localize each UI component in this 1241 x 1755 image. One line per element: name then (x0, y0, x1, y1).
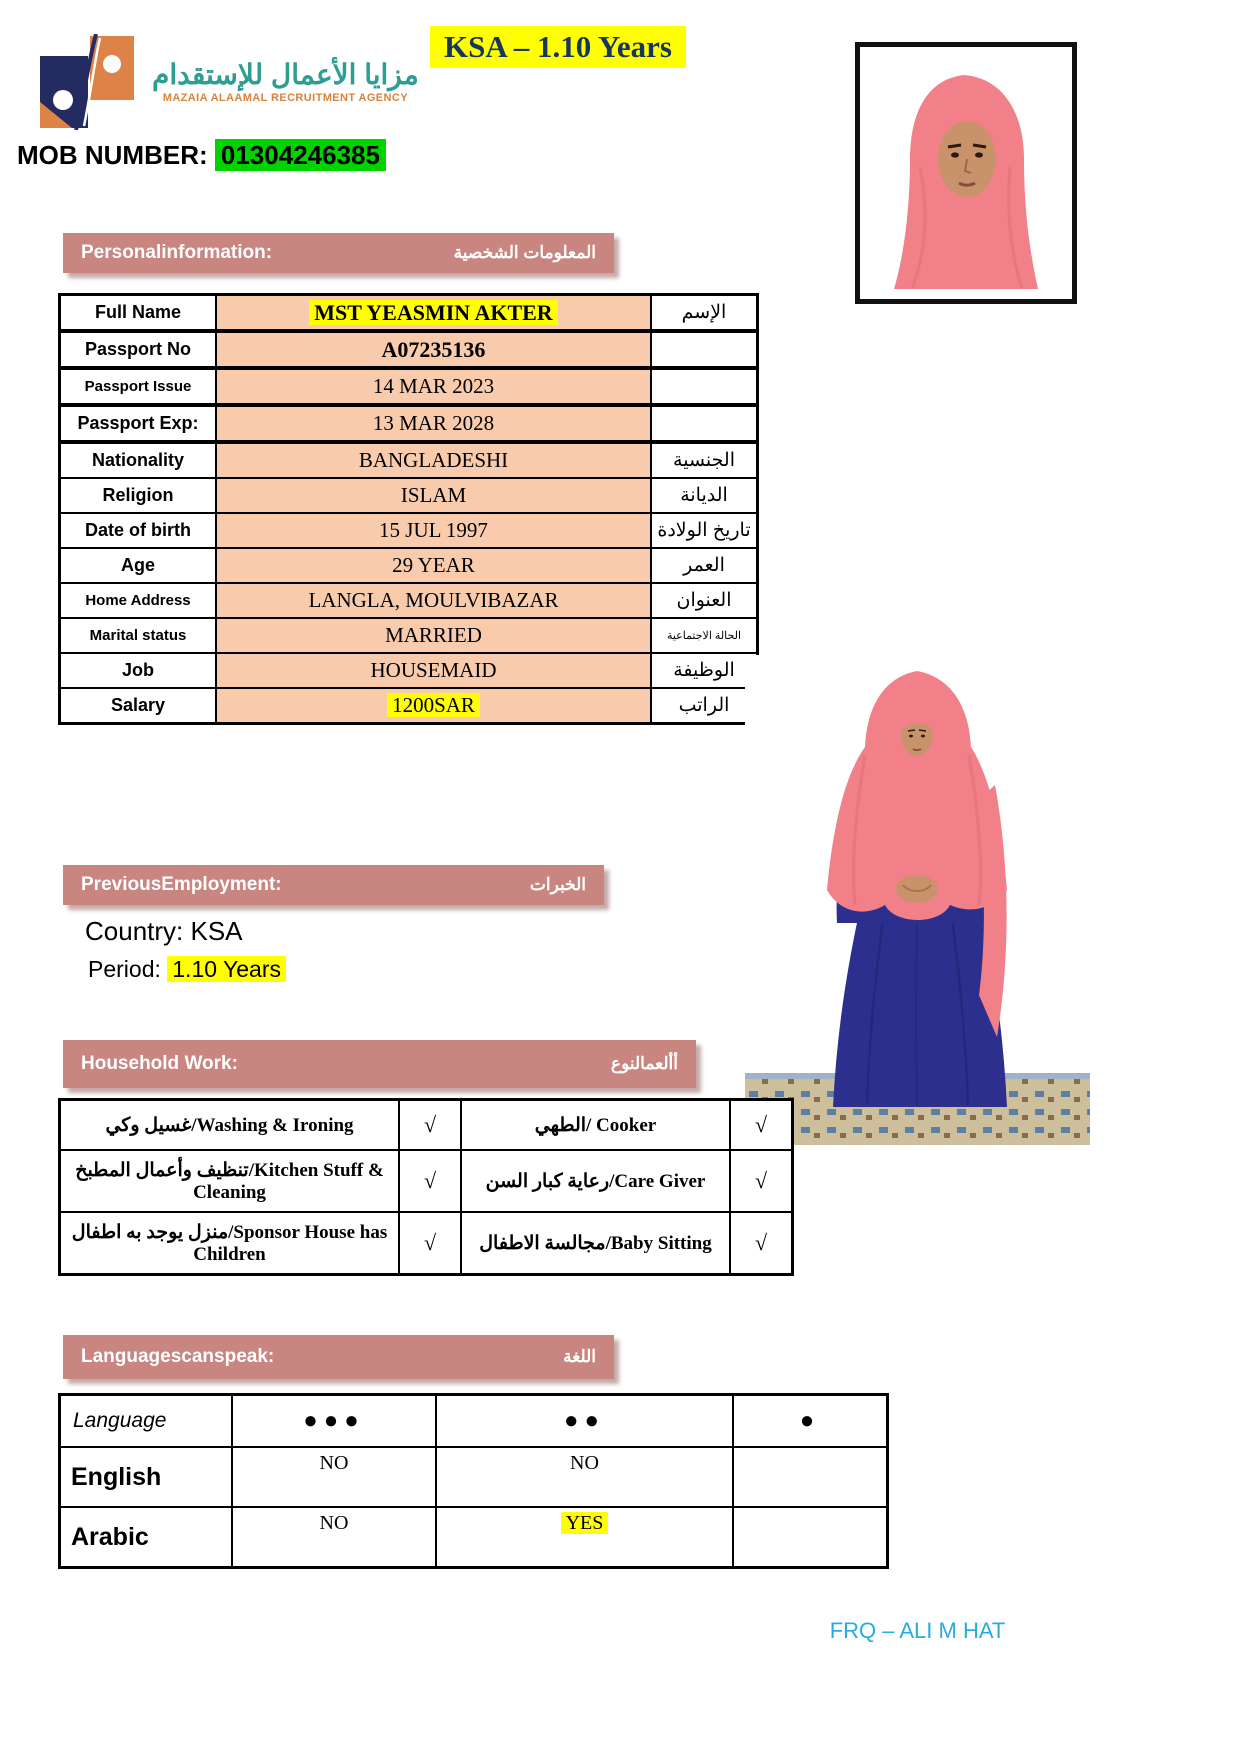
field-label: Age (60, 548, 217, 583)
language-level-cell (733, 1447, 888, 1507)
field-label: Job (60, 653, 217, 688)
field-value: ISLAM (216, 478, 651, 513)
language-level-cell (436, 1507, 733, 1568)
personal-info-table (58, 293, 759, 725)
field-value: LANGLA, MOULVIBAZAR (216, 583, 651, 618)
level-dots-2: ●● (436, 1395, 733, 1448)
table-row (60, 1395, 888, 1448)
section-languages-label: Languagescanspeak: (81, 1346, 275, 1367)
section-languages (63, 1335, 614, 1379)
household-work-table (58, 1098, 794, 1276)
footer-reference-code: FRQ – ALI M HAT (829, 1618, 1006, 1643)
field-label-arabic (651, 331, 758, 368)
checkmark: √ (399, 1100, 461, 1151)
task-label: منزل يوجد به اطفال/Sponsor House has Children (60, 1212, 400, 1275)
document-title: KSA – 1.10 Years (430, 26, 686, 68)
field-label-arabic: الحالة الاجتماعية (651, 618, 758, 653)
field-label-arabic: العمر (651, 548, 758, 583)
section-household-work-label: Household Work: (81, 1053, 238, 1074)
section-household-work (63, 1040, 696, 1088)
level-dots-3: ●●● (232, 1395, 436, 1448)
table-row (60, 1447, 888, 1507)
table-row (60, 1100, 793, 1151)
table-row (60, 405, 758, 442)
field-label-arabic: الجنسية (651, 442, 758, 478)
field-label-arabic: الديانة (651, 478, 758, 513)
field-label-arabic (651, 405, 758, 442)
task-label: الطهي/ Cooker (461, 1100, 730, 1151)
field-value: 13 MAR 2028 (216, 405, 651, 442)
country-value: KSA (190, 916, 243, 946)
table-row (60, 331, 758, 368)
field-value: HOUSEMAID (216, 653, 651, 688)
checkmark: √ (399, 1212, 461, 1275)
table-row (60, 513, 758, 548)
table-row (60, 368, 758, 405)
language-level-cell: NO (436, 1447, 733, 1507)
table-row (60, 688, 758, 724)
table-row (60, 1507, 888, 1568)
field-label: Passport Exp: (60, 405, 217, 442)
candidate-portrait-photo (855, 42, 1077, 304)
level-dots-1: ● (733, 1395, 888, 1448)
field-label: Nationality (60, 442, 217, 478)
section-previous-employment-arabic: الخبرات (529, 875, 586, 894)
language-name: English (60, 1447, 233, 1507)
checkmark: √ (730, 1100, 793, 1151)
task-label: مجالسة الاطفال/Baby Sitting (461, 1212, 730, 1275)
table-row (60, 548, 758, 583)
agency-logo-icon (36, 34, 138, 130)
field-value (216, 688, 651, 724)
field-label-arabic: الراتب (651, 688, 758, 724)
agency-logo (36, 34, 419, 130)
mobile-number-value: 01304246385 (215, 139, 386, 171)
section-personal-information-arabic: المعلومات الشخصية (453, 243, 596, 262)
table-row (60, 618, 758, 653)
checkmark: √ (399, 1150, 461, 1212)
table-row (60, 583, 758, 618)
task-label: رعاية كبار السن/Care Giver (461, 1150, 730, 1212)
table-row (60, 478, 758, 513)
field-label: Home Address (60, 583, 217, 618)
language-level-cell: NO (232, 1507, 436, 1568)
agency-name-english: MAZAIA ALAAMAL RECRUITMENT AGENCY (162, 91, 408, 104)
section-previous-employment-label: PreviousEmployment: (81, 874, 282, 895)
field-value: 14 MAR 2023 (216, 368, 651, 405)
highlighted-value: MST YEASMIN AKTER (309, 300, 557, 325)
table-row (60, 442, 758, 478)
highlighted-value: 1200SAR (387, 693, 480, 717)
field-label: Full Name (60, 295, 217, 332)
highlighted-value: YES (561, 1512, 609, 1534)
table-row (60, 1150, 793, 1212)
country-label: Country: (85, 916, 184, 946)
previous-period-line (88, 956, 286, 983)
field-label-arabic (651, 368, 758, 405)
table-row (60, 653, 758, 688)
checkmark: √ (730, 1212, 793, 1275)
field-label-arabic: الوظيفة (651, 653, 758, 688)
field-label-arabic: تاريخ الولادة (651, 513, 758, 548)
field-value: 29 YEAR (216, 548, 651, 583)
task-label: تنظيف وأعمال المطبخ/Kitchen Stuff & Cleaning (60, 1150, 400, 1212)
table-row (60, 295, 758, 332)
section-personal-information-label: Personalinformation: (81, 242, 273, 263)
period-label: Period: (88, 956, 161, 982)
field-label: Marital status (60, 618, 217, 653)
field-label: Religion (60, 478, 217, 513)
full-length-illustration (745, 655, 1090, 1145)
task-label: غسيل وكي/Washing & Ironing (60, 1100, 400, 1151)
field-label: Date of birth (60, 513, 217, 548)
mobile-number-label: MOB NUMBER: (17, 140, 208, 170)
field-value (216, 295, 651, 332)
section-household-work-arabic: أألعمالنوع (610, 1054, 678, 1073)
languages-table (58, 1393, 889, 1569)
section-languages-arabic: اللغة (563, 1347, 596, 1366)
portrait-illustration (860, 47, 1062, 289)
field-label-arabic: الإسم (651, 295, 758, 332)
field-label: Salary (60, 688, 217, 724)
language-name: Arabic (60, 1507, 233, 1568)
agency-name (152, 60, 419, 103)
field-value: BANGLADESHI (216, 442, 651, 478)
language-level-cell: NO (232, 1447, 436, 1507)
checkmark: √ (730, 1150, 793, 1212)
language-level-cell (733, 1507, 888, 1568)
field-label-arabic: العنوان (651, 583, 758, 618)
previous-country-line (85, 916, 243, 947)
candidate-full-length-photo (745, 655, 1090, 1145)
field-label: Passport Issue (60, 368, 217, 405)
section-previous-employment (63, 865, 604, 905)
language-column-header: Language (60, 1395, 233, 1448)
field-value: A07235136 (216, 331, 651, 368)
field-value: 15 JUL 1997 (216, 513, 651, 548)
table-row (60, 1212, 793, 1275)
field-label: Passport No (60, 331, 217, 368)
period-value: 1.10 Years (167, 956, 286, 982)
field-value: MARRIED (216, 618, 651, 653)
agency-name-arabic: مزايا الأعمال للإستقدام (152, 59, 419, 91)
mobile-number-line (17, 140, 386, 171)
section-personal-information (63, 233, 614, 273)
